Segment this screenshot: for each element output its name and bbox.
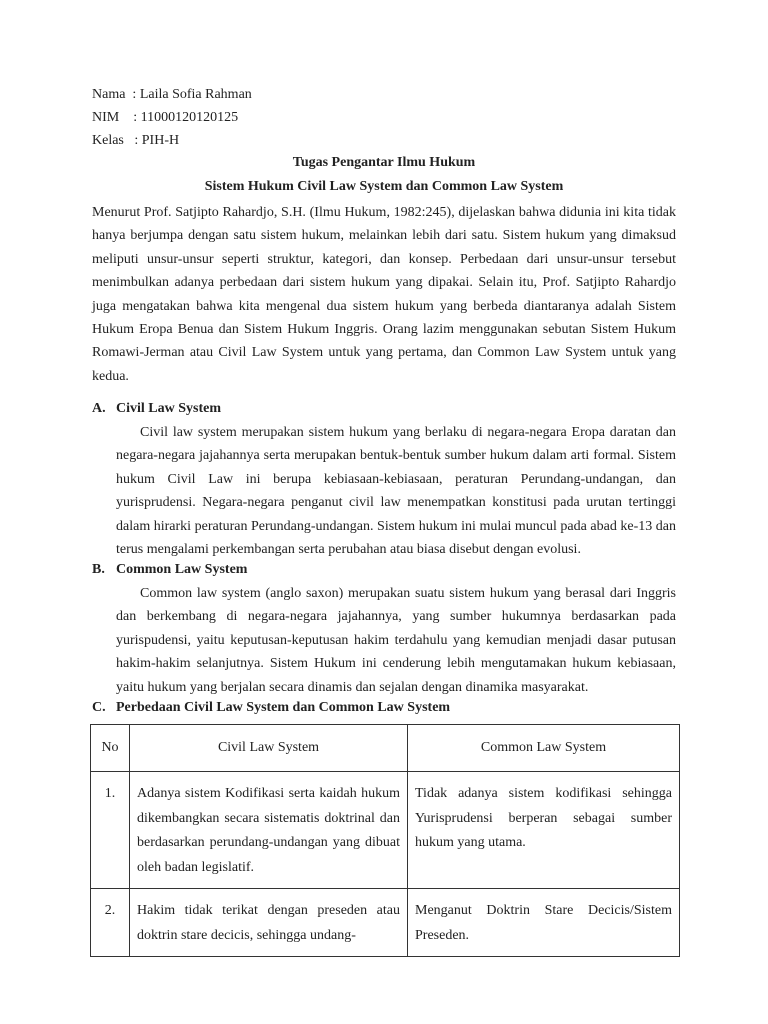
header-civil-law: Civil Law System	[130, 725, 408, 772]
student-name: Nama : Laila Sofia Rahman	[92, 87, 252, 102]
section-letter: B.	[92, 562, 105, 577]
student-nim: NIM : 11000120120125	[92, 110, 239, 125]
section-title: Civil Law System	[116, 401, 221, 416]
section-heading-a	[92, 401, 221, 417]
student-class: Kelas : PIH-H	[92, 133, 180, 148]
row-number: 2.	[91, 889, 130, 957]
civil-law-cell: Hakim tidak terikat dengan preseden atau doktrin stare decicis, sehingga undang-	[130, 889, 408, 957]
section-b-body: Common law system (anglo saxon) merupakan suatu sistem hukum yang berasal dari Inggris dan berkembang di negara-negara jajahannya, yang sumber hukumnya berdasarkan pada yurispudensi, yaitu keputusan-keputusan hakim terdahulu yang kemudian menjadi dasar putusan hakim-hakim selanjutnya. Sistem Hukum ini cenderung lebih mengutamakan hukum kebiasaan, yaitu hukum yang berjalan secara dinamis dan sejalan dengan dinamika masyarakat.	[116, 586, 676, 695]
common-law-cell: Tidak adanya sistem kodifikasi sehingga Yurisprudensi berperan sebagai sumber hukum yang utama.	[408, 772, 680, 889]
table-row	[91, 772, 680, 889]
civil-law-cell: Adanya sistem Kodifikasi serta kaidah hukum dikembangkan secara sistematis doktrinal dan berdasarkan perundang-undangan yang dibuat oleh badan legislatif.	[130, 772, 408, 889]
section-heading-c	[92, 700, 450, 716]
document-subtitle: Sistem Hukum Civil Law System dan Common Law System	[204, 179, 564, 194]
section-title: Perbedaan Civil Law System dan Common Law System	[116, 700, 451, 715]
table-row	[91, 889, 680, 957]
section-heading-b	[92, 562, 247, 578]
header-common-law: Common Law System	[408, 725, 680, 772]
section-letter: A.	[92, 401, 106, 416]
section-letter: C.	[92, 700, 106, 715]
common-law-cell: Menganut Doktrin Stare Decicis/Sistem Preseden.	[408, 889, 680, 957]
document-title: Tugas Pengantar Ilmu Hukum	[292, 155, 476, 170]
intro-paragraph: Menurut Prof. Satjipto Rahardjo, S.H. (Ilmu Hukum, 1982:245), dijelaskan bahwa didunia ini kita tidak hanya berjumpa dengan satu sistem hukum, melainkan lebih dari satu. Sistem hukum yang dimaksud meliputi unsur-unsur seperti struktur, kategori, dan konsep. Perbedaan dari unsur-unsur tersebut menimbulkan adanya perbedaan dari sistem hukum yang dipakai. Selain itu, Prof. Satjipto Rahardjo juga mengatakan bahwa kita mengenal dua sistem hukum yang berbeda diantaranya adalah Sistem Hukum Eropa Benua dan Sistem Hukum Inggris. Orang lazim menggunakan sebutan Sistem Hukum Romawi-Jerman atau Civil Law System untuk yang pertama, dan Common Law System untuk yang kedua.	[92, 205, 676, 384]
section-title: Common Law System	[116, 562, 248, 577]
header-no: No	[91, 725, 130, 772]
comparison-table	[90, 724, 680, 957]
table-header-row	[91, 725, 680, 772]
section-a-body: Civil law system merupakan sistem hukum yang berlaku di negara-negara Eropa daratan dan negara-negara jajahannya serta merupakan bentuk-bentuk sumber hukum dalam arti formal. Sistem hukum Civil Law ini berupa kebiasaan-kebiasaan, peraturan Perundang-undangan, dan yurisprudensi. Negara-negara penganut civil law menempatkan konstitusi pada urutan tertinggi dalam hirarki peraturan Perundang-undangan. Sistem hukum ini mulai muncul pada abad ke-13 dan terus mengalami perkembangan serta perubahan atau biasa disebut dengan evolusi.	[116, 425, 676, 558]
row-number: 1.	[91, 772, 130, 889]
